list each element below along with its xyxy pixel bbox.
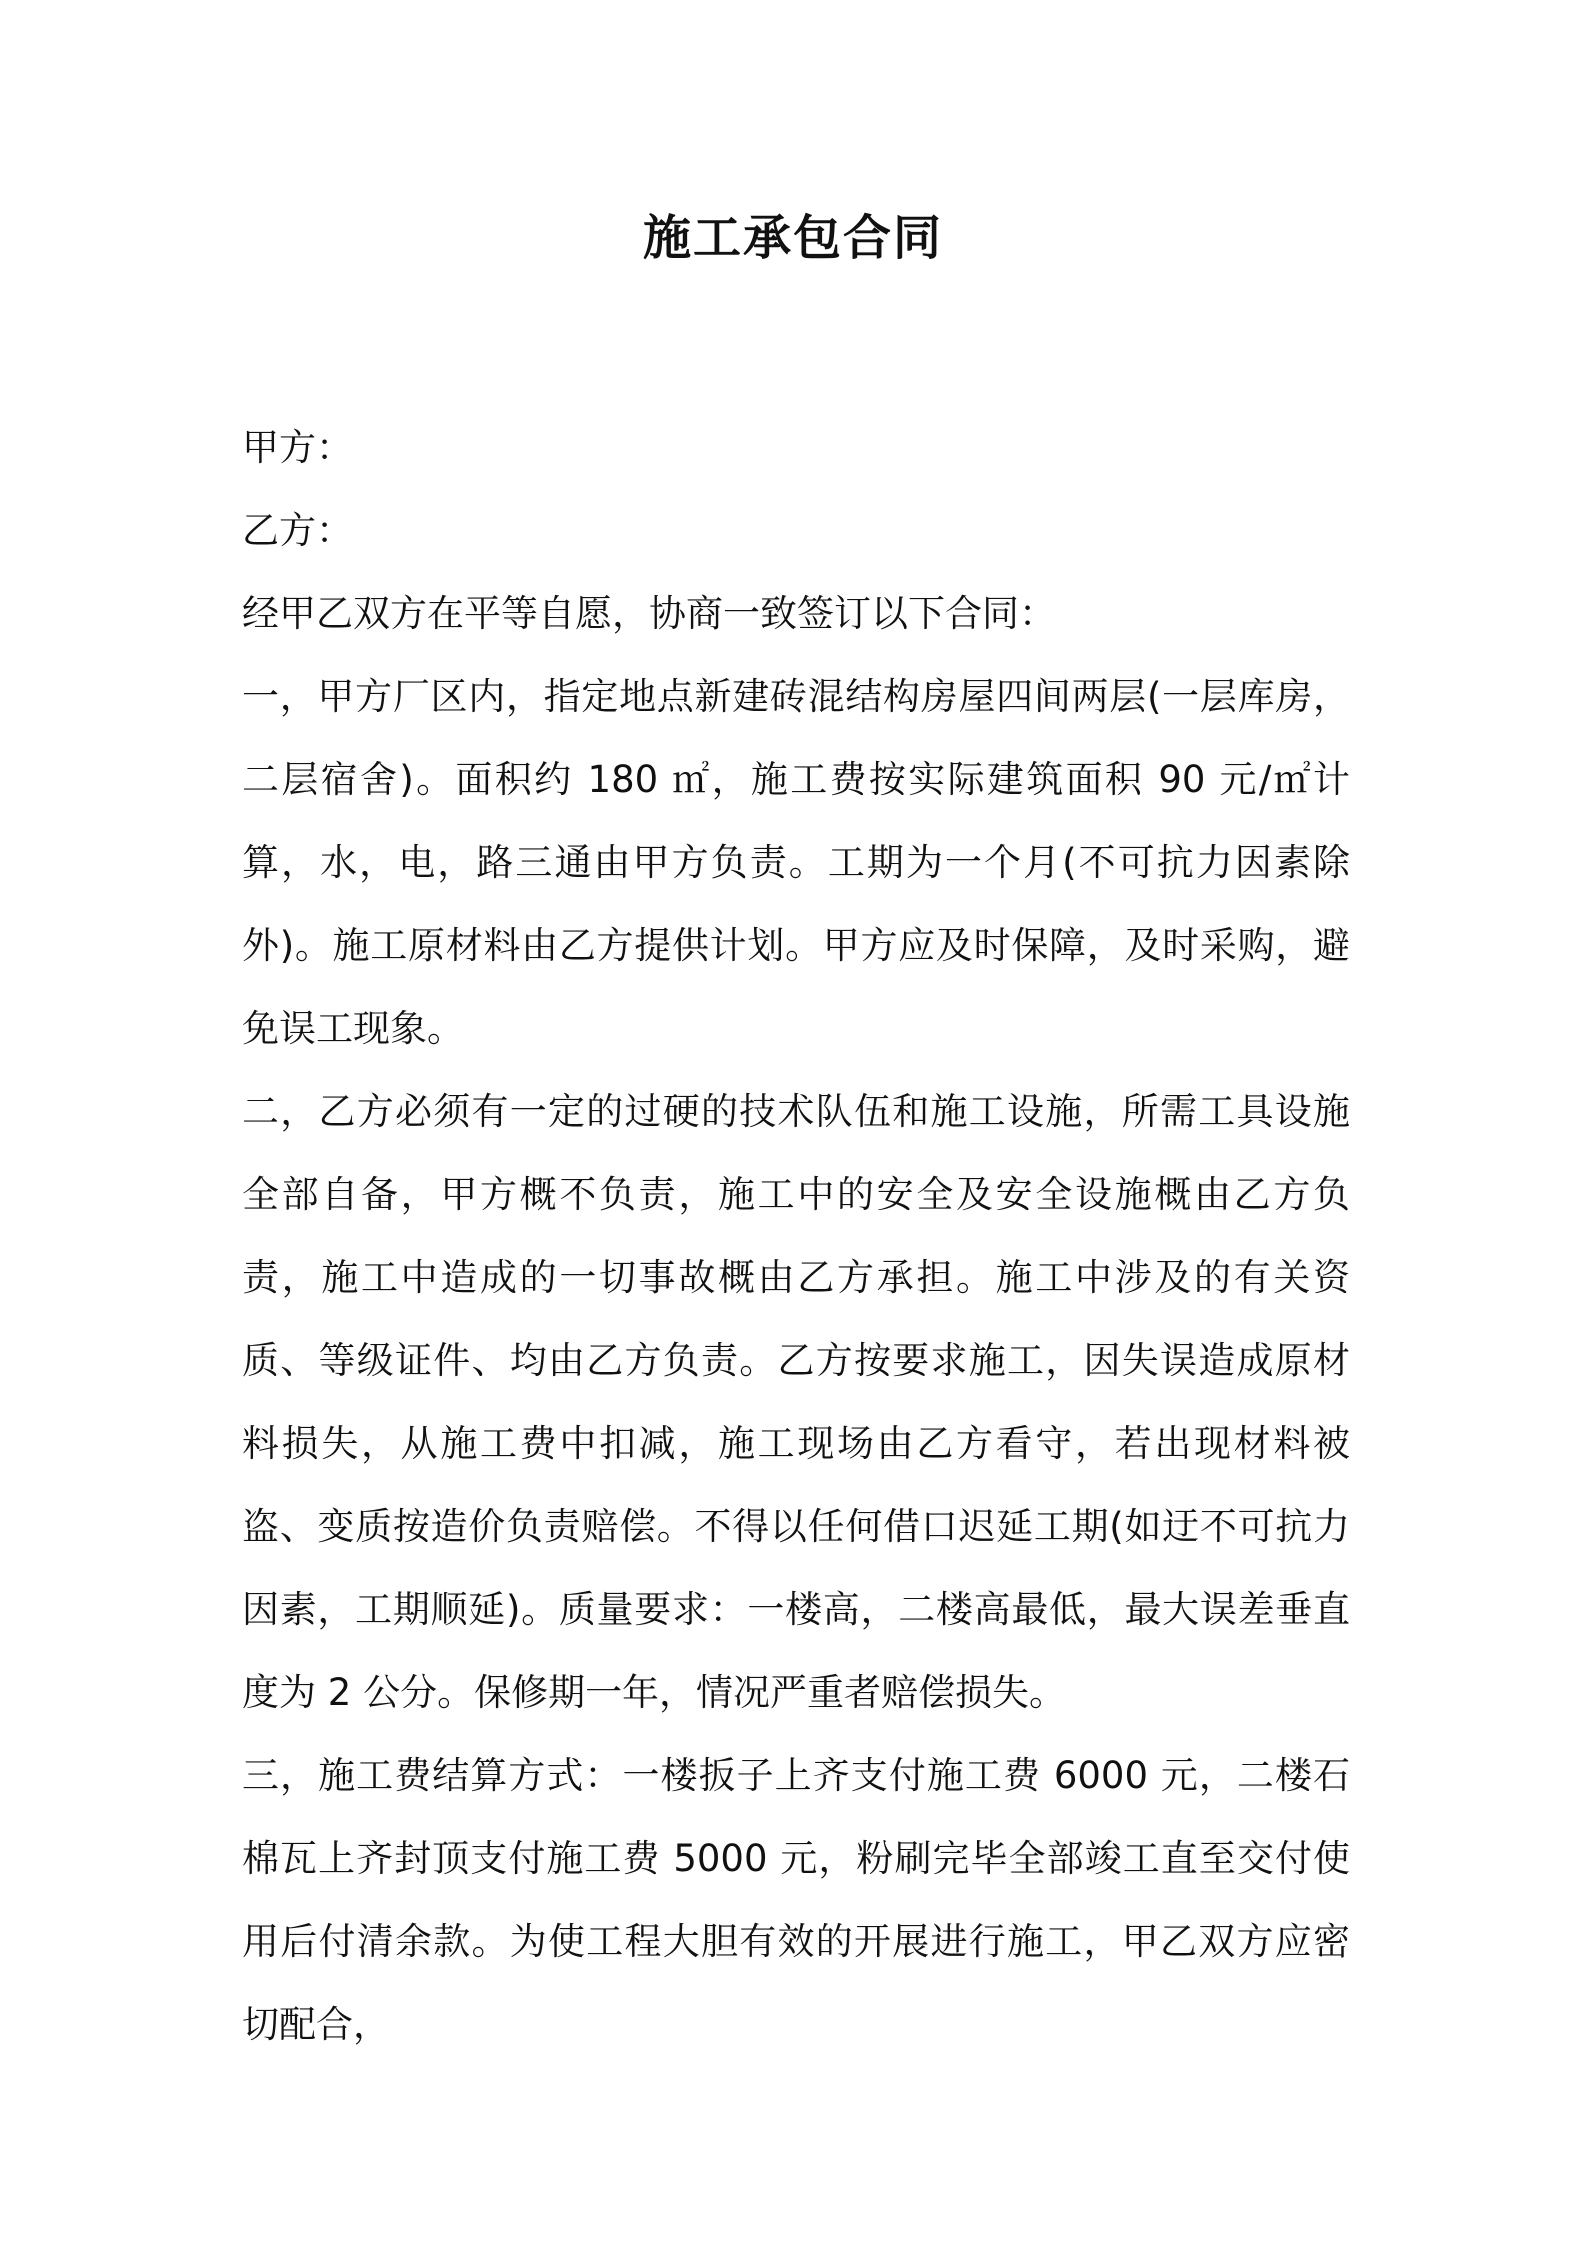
document-body	[242, 406, 1350, 2066]
clause-3-paragraph: 三，施工费结算方式：一楼扳子上齐支付施工费 6000 元，二楼石棉瓦上齐封顶支付施工费 5000 元，粉刷完毕全部竣工直至交付使用后付清余款。为使工程大胆有效的开展进行施工，甲乙双方应密切配合，	[242, 1754, 1350, 2046]
document-title: 施工承包合同	[642, 210, 943, 266]
intro-paragraph: 经甲乙双方在平等自愿，协商一致签订以下合同：	[242, 592, 1056, 635]
party-a-line: 甲方：	[242, 426, 353, 469]
clause-1-paragraph: 一，甲方厂区内，指定地点新建砖混结构房屋四间两层(一层库房，二层宿舍)。面积约 180 ㎡，施工费按实际建筑面积 90 元/㎡计算，水，电，路三通由甲方负责。工期为一个月(不可抗力因素除外)。施工原材料由乙方提供计划。甲方应及时保障，及时采购，避免误工现象。	[242, 675, 1350, 1050]
party-b-line: 乙方：	[242, 509, 353, 552]
clause-2-paragraph: 二，乙方必须有一定的过硬的技术队伍和施工设施，所需工具设施全部自备，甲方概不负责，施工中的安全及安全设施概由乙方负责，施工中造成的一切事故概由乙方承担。施工中涉及的有关资质、等级证件、均由乙方负责。乙方按要求施工，因失误造成原材料损失，从施工费中扣减，施工现场由乙方看守，若出现材料被盗、变质按造价负责赔偿。不得以任何借口迟延工期(如迂不可抗力因素，工期顺延)。质量要求：一楼高，二楼高最低，最大误差垂直度为 2 公分。保修期一年，情况严重者赔偿损失。	[242, 1090, 1350, 1714]
